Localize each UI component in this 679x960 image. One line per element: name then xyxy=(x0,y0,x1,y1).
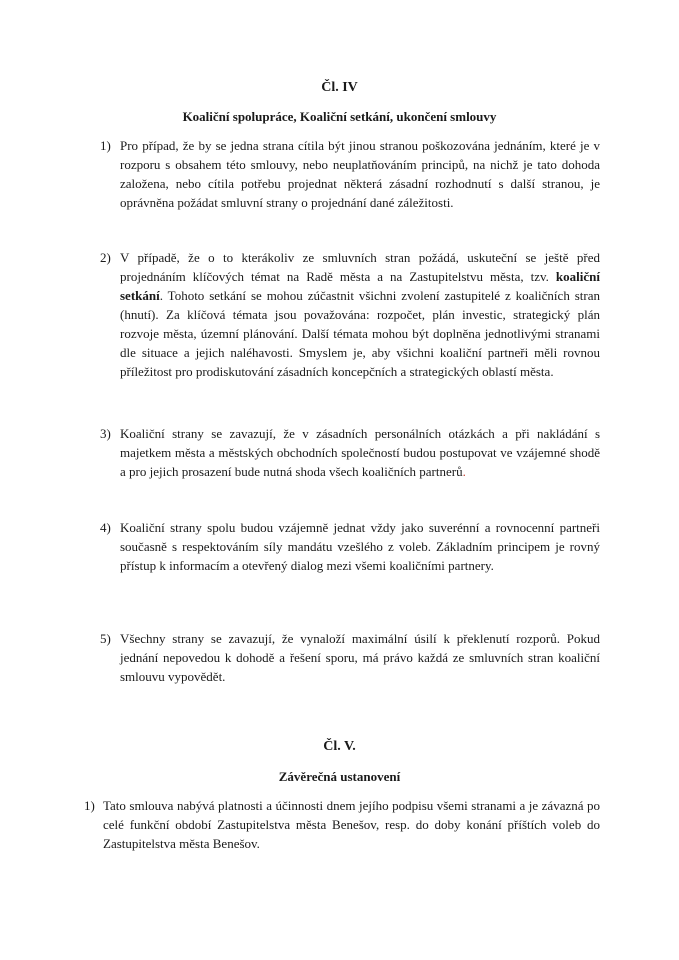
art5-clause-1 xyxy=(84,796,600,853)
clause-text-body: Koaliční strany se zavazují, že v zásadních personálních otázkách a při nakládání s majetkem města a městských obchodních společností budou postupovat ve vzájemné shodě a pro jejich prosazení bude nutná shoda všech koaličních partnerů xyxy=(120,426,600,479)
clause-number: 3) xyxy=(100,426,111,441)
clause-text: Tato smlouva nabývá platnosti a účinnosti dnem jejího podpisu všemi stranami a je závazná po celé funkční období Zastupitelstva města Benešov, resp. do doby konání příštích voleb do Zastupitelstva města Benešov. xyxy=(103,798,600,851)
art4-clause-4 xyxy=(100,518,600,575)
clause-number: 4) xyxy=(100,520,111,535)
clause-text xyxy=(120,248,600,381)
clause-text-part-b: . Tohoto setkání se mohou zúčastnit všichni zvolení zastupitelé z koaličních stran (hnutí). Za klíčová témata jsou považována: rozpočet, plán investic, strategický plán rozvoje města, územní plánování. Další témata mohou být doplněna jednotlivými stranami dle situace a jejich naléhavosti. Smyslem je, aby všichni koaliční partneři měli rovnou příležitost pro prodiskutování zásadních koncepčních a strategických oblastí města. xyxy=(120,288,600,379)
article-4-subtitle: Koaliční spolupráce, Koaliční setkání, ukončení smlouvy xyxy=(182,109,497,124)
clause-text-part-a: V případě, že o to kterákoliv ze smluvních stran požádá, uskuteční se ještě před projednáním klíčových témat na Radě města a na Zastupitelstvu města, tzv. xyxy=(120,250,600,284)
clause-number: 1) xyxy=(84,798,95,813)
clause-text xyxy=(120,424,600,481)
article-5-subtitle: Závěrečná ustanovení xyxy=(278,769,401,784)
clause-number: 1) xyxy=(100,138,111,153)
art4-clause-3 xyxy=(100,424,600,481)
article-5-title: Čl. V. xyxy=(323,739,356,754)
clause-number: 5) xyxy=(100,631,111,646)
clause-number: 2) xyxy=(100,250,111,265)
clause-bold-term: koaliční setkání xyxy=(120,269,600,303)
clause-text: Koaliční strany spolu budou vzájemně jednat vždy jako suverénní a rovnocenní partneři současně s respektováním síly mandátu vzešlého z voleb. Základním principem je rovný přístup k informacím a otevřený dialog mezi všemi koaličními partnery. xyxy=(120,520,600,573)
article-4-title: Čl. IV xyxy=(321,80,358,95)
art4-clause-1 xyxy=(100,136,600,212)
clause-text: Všechny strany se zavazují, že vynaloží maximální úsilí k překlenutí rozporů. Pokud jednání nepovedou k dohodě a řešení sporu, má právo každá ze smluvních stran koaliční smlouvu vypovědět. xyxy=(120,631,600,684)
clause-text: Pro případ, že by se jedna strana cítila být jinou stranou poškozována jednáním, které je v rozporu s obsahem této smlouvy, nebo neuplatňováním principů, na nichž je tato dohoda založena, nebo cítila potřebu projednat některá zásadní rozhodnutí s další stranou, je oprávněna požádat smluvní strany o projednání dané záležitosti. xyxy=(120,138,600,210)
clause-end-mark: . xyxy=(462,464,466,479)
art4-clause-5 xyxy=(100,629,600,686)
art4-clause-2 xyxy=(100,248,600,381)
